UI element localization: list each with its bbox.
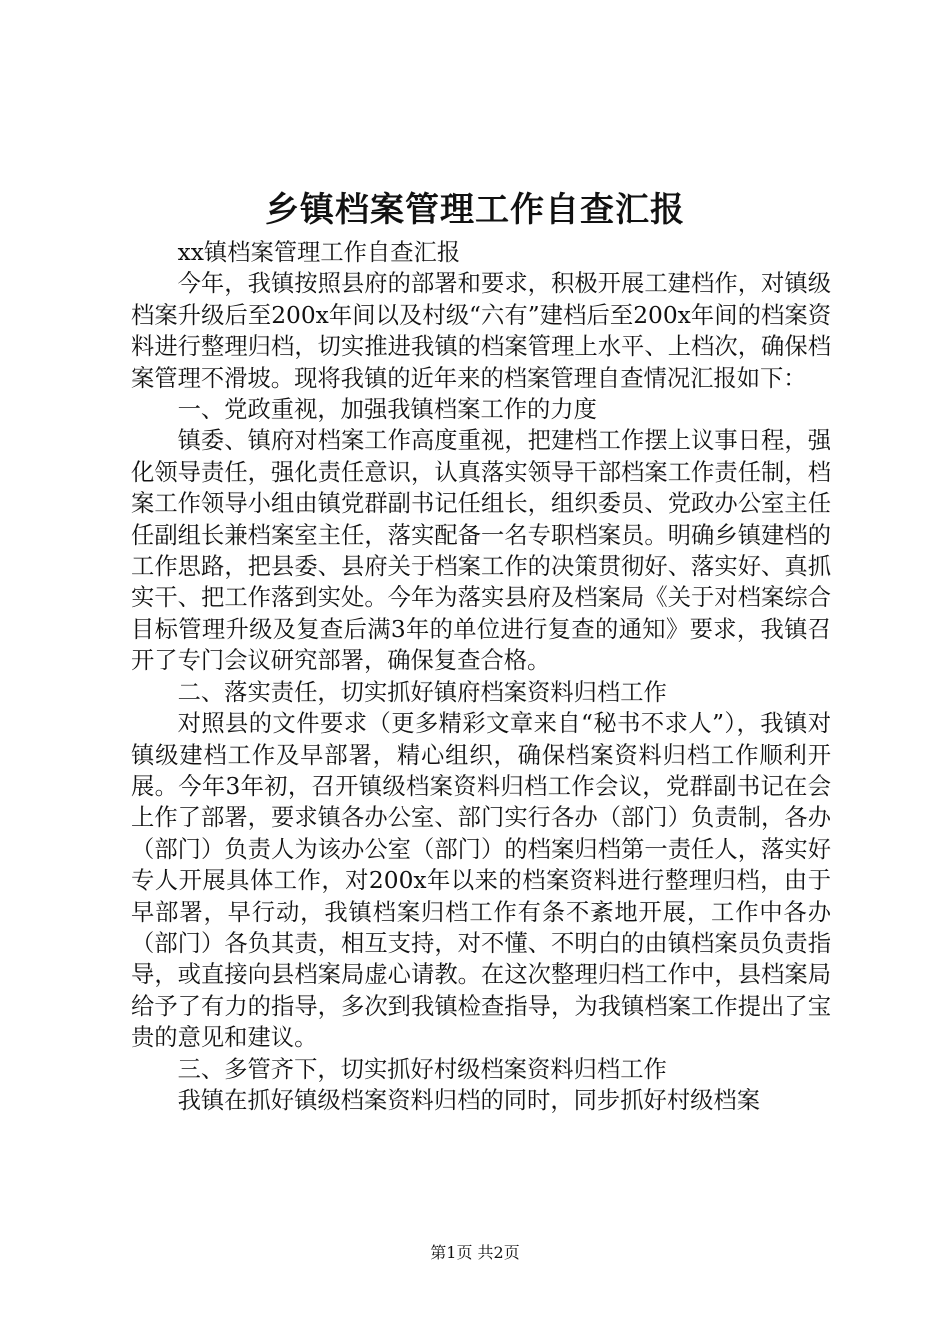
section-1-paragraph: 镇委、镇府对档案工作高度重视，把建档工作摆上议事日程，强化领导责任，强化责任意识，认真落实领导干部档案工作责任制，档案工作领导小组由镇党群副书记任组长，组织委员、党政办公室主任任副组长兼档案室主任，落实配备一名专职档案员。明确乡镇建档的工作思路，把县委、县府关于档案工作的决策贯彻好、落实好、真抓实干、把工作落到实处。今年为落实县府及档案局《关于对档案综合目标管理升级及复查后满3年的单位进行复查的通知》要求，我镇召开了专门会议研究部署，确保复查合格。 xyxy=(131,427,831,675)
subtitle-paragraph: xx镇档案管理工作自查汇报 xyxy=(177,239,461,266)
section-heading-3: 三、多管齐下，切实抓好村级档案资料归档工作 xyxy=(177,1055,667,1083)
intro-paragraph: 今年，我镇按照县府的部署和要求，积极开展工建档作，对镇级档案升级后至200x年间以及村级“六有”建档后至200x年间的档案资料进行整理归档，切实推进我镇的档案管理上水平、上档次，确保档案管理不滑坡。现将我镇的近年来的档案管理自查情况汇报如下： xyxy=(131,270,831,392)
page-footer: 第1页 共2页 xyxy=(430,1243,520,1262)
section-heading-1: 一、党政重视，加强我镇档案工作的力度 xyxy=(177,396,597,424)
document-body xyxy=(131,237,831,1116)
section-2-paragraph: 对照县的文件要求（更多精彩文章来自“秘书不求人”），我镇对镇级建档工作及早部署，精心组织，确保档案资料归档工作顺利开展。今年3年初，召开镇级档案资料归档工作会议，党群副书记在会上作了部署，要求镇各办公室、部门实行各办（部门）负责制，各办（部门）负责人为该办公室（部门）的档案归档第一责任人，落实好专人开展具体工作，对200x年以来的档案资料进行整理归档，由于早部署，早行动，我镇档案归档工作有条不紊地开展，工作中各办（部门）各负其责，相互支持，对不懂、不明白的由镇档案员负责指导，或直接向县档案局虚心请教。在这次整理归档工作中，县档案局给予了有力的指导，多次到我镇检查指导，为我镇档案工作提出了宝贵的意见和建议。 xyxy=(131,710,831,1052)
section-heading-2: 二、落实责任，切实抓好镇府档案资料归档工作 xyxy=(177,678,667,706)
document-title: 乡镇档案管理工作自查汇报 xyxy=(265,190,685,230)
section-3-paragraph: 我镇在抓好镇级档案资料归档的同时，同步抓好村级档案 xyxy=(177,1086,761,1114)
